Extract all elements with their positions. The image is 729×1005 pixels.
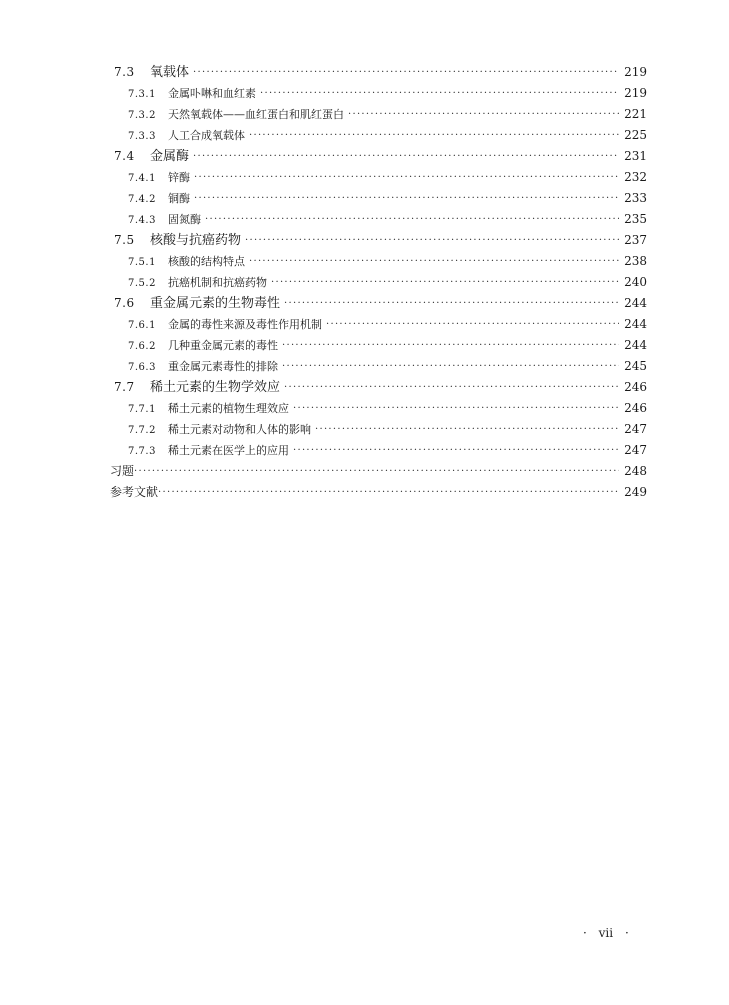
toc-title: 氧载体 xyxy=(150,65,190,80)
toc-number: 7.6.1 xyxy=(128,320,156,331)
toc-title: 金属卟啉和血红素 xyxy=(168,87,256,100)
page-number: vii xyxy=(598,926,614,940)
table-of-contents xyxy=(110,62,647,503)
toc-leader-dots xyxy=(245,230,619,251)
toc-page-number: 219 xyxy=(624,86,647,100)
toc-number: 7.7.3 xyxy=(128,446,156,457)
toc-number: 7.5.1 xyxy=(128,257,156,268)
toc-title: 核酸的结构特点 xyxy=(168,255,245,268)
toc-title: 天然氧载体——血红蛋白和肌红蛋白 xyxy=(168,108,344,121)
toc-leader-dots xyxy=(282,356,619,377)
toc-section-row xyxy=(110,62,647,83)
toc-leader-dots xyxy=(293,440,619,461)
toc-leader-dots xyxy=(249,125,619,146)
toc-page-number: 221 xyxy=(624,107,647,121)
toc-page-number: 233 xyxy=(624,191,647,205)
toc-number: 7.4.3 xyxy=(128,215,156,226)
toc-leader-dots xyxy=(348,104,619,125)
toc-title: 重金属元素的生物毒性 xyxy=(150,296,281,311)
footer-bullet-left: · xyxy=(583,926,587,940)
toc-page-number: 247 xyxy=(624,422,647,436)
toc-section-row xyxy=(110,377,647,398)
toc-page-number: 248 xyxy=(624,464,647,478)
toc-title: 几种重金属元素的毒性 xyxy=(168,339,278,352)
toc-subsection-row xyxy=(110,356,647,377)
toc-subsection-row xyxy=(110,83,647,104)
toc-number: 7.3.3 xyxy=(128,131,156,142)
toc-subsection-row xyxy=(110,209,647,230)
toc-leader-dots xyxy=(193,62,619,83)
toc-page-number: 245 xyxy=(624,359,647,373)
toc-subsection-row xyxy=(110,188,647,209)
toc-leader-dots xyxy=(193,146,619,167)
toc-title: 重金属元素毒性的排除 xyxy=(168,360,278,373)
toc-leader-dots xyxy=(282,335,619,356)
toc-leader-dots xyxy=(284,377,619,398)
toc-number: 7.3 xyxy=(114,65,135,79)
toc-number: 7.6.3 xyxy=(128,362,156,373)
toc-number: 7.6 xyxy=(114,296,135,310)
toc-subsection-row xyxy=(110,104,647,125)
toc-number: 7.4.1 xyxy=(128,173,156,184)
toc-subsection-row xyxy=(110,251,647,272)
toc-leader-dots xyxy=(249,251,619,272)
toc-title: 核酸与抗癌药物 xyxy=(150,233,242,248)
toc-section-row xyxy=(110,293,647,314)
toc-page-number: 249 xyxy=(624,485,647,499)
toc-leader-dots xyxy=(293,398,619,419)
toc-entry-row xyxy=(110,482,647,503)
toc-title: 稀土元素在医学上的应用 xyxy=(168,444,289,457)
toc-page-number: 219 xyxy=(624,65,647,79)
toc-title: 金属的毒性来源及毒性作用机制 xyxy=(168,318,322,331)
toc-number: 7.6.2 xyxy=(128,341,156,352)
toc-subsection-row xyxy=(110,125,647,146)
toc-leader-dots xyxy=(315,419,619,440)
toc-page-number: 232 xyxy=(624,170,647,184)
toc-page-number: 235 xyxy=(624,212,647,226)
toc-number: 7.7.2 xyxy=(128,425,156,436)
toc-title: 习题 xyxy=(110,464,135,478)
toc-number: 7.7.1 xyxy=(128,404,156,415)
toc-title: 参考文献 xyxy=(110,485,159,499)
page-footer xyxy=(583,926,629,940)
toc-page-number: 244 xyxy=(624,317,647,331)
toc-subsection-row xyxy=(110,440,647,461)
toc-page-number: 231 xyxy=(624,149,647,163)
toc-page-number: 237 xyxy=(624,233,647,247)
toc-section-row xyxy=(110,230,647,251)
toc-number: 7.5 xyxy=(114,233,135,247)
toc-title: 抗癌机制和抗癌药物 xyxy=(168,276,267,289)
toc-page-number: 246 xyxy=(624,401,647,415)
toc-number: 7.5.2 xyxy=(128,278,156,289)
toc-subsection-row xyxy=(110,314,647,335)
toc-number: 7.4.2 xyxy=(128,194,156,205)
toc-leader-dots xyxy=(205,209,619,230)
toc-number: 7.7 xyxy=(114,380,135,394)
toc-page-number: 244 xyxy=(624,338,647,352)
toc-number: 7.3.2 xyxy=(128,110,156,121)
toc-title: 稀土元素对动物和人体的影响 xyxy=(168,423,311,436)
toc-page-number: 244 xyxy=(624,296,647,310)
toc-title: 固氮酶 xyxy=(168,213,201,226)
footer-bullet-right: · xyxy=(624,926,629,940)
toc-leader-dots xyxy=(194,167,619,188)
toc-leader-dots xyxy=(194,188,619,209)
toc-page-number: 240 xyxy=(624,275,647,289)
toc-subsection-row xyxy=(110,167,647,188)
toc-subsection-row xyxy=(110,272,647,293)
toc-leader-dots xyxy=(271,272,619,293)
toc-title: 金属酶 xyxy=(150,149,190,164)
toc-title: 人工合成氧载体 xyxy=(168,129,245,142)
toc-page-number: 225 xyxy=(624,128,647,142)
toc-title: 稀土元素的植物生理效应 xyxy=(168,402,289,415)
toc-page-number: 247 xyxy=(624,443,647,457)
toc-title: 稀土元素的生物学效应 xyxy=(150,380,281,395)
toc-leader-dots xyxy=(260,83,619,104)
toc-subsection-row xyxy=(110,335,647,356)
toc-page-number: 246 xyxy=(624,380,647,394)
toc-title: 锌酶 xyxy=(168,171,190,184)
toc-leader-dots xyxy=(284,293,619,314)
toc-entry-row xyxy=(110,461,647,482)
toc-leader-dots xyxy=(134,461,619,482)
toc-title: 铜酶 xyxy=(168,192,190,205)
toc-leader-dots xyxy=(158,482,619,503)
toc-subsection-row xyxy=(110,398,647,419)
toc-subsection-row xyxy=(110,419,647,440)
toc-section-row xyxy=(110,146,647,167)
toc-page-number: 238 xyxy=(624,254,647,268)
toc-leader-dots xyxy=(326,314,619,335)
toc-number: 7.3.1 xyxy=(128,89,156,100)
toc-number: 7.4 xyxy=(114,149,135,163)
